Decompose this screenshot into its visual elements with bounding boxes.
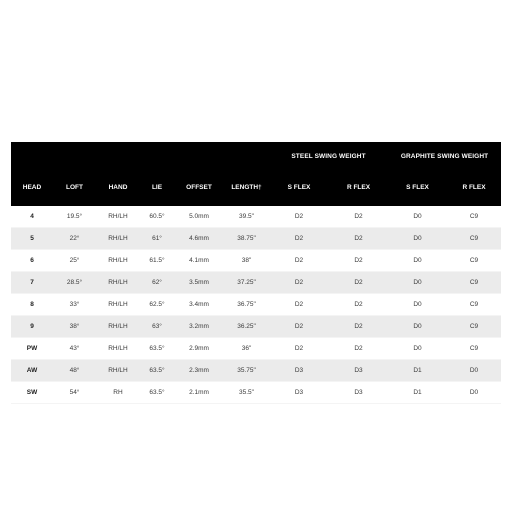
cell-steel-r-flex: D2 bbox=[329, 250, 388, 272]
cell-length: 35.5" bbox=[224, 382, 269, 404]
column-header-length: LENGTH† bbox=[224, 168, 269, 206]
cell-steel-s-flex: D2 bbox=[269, 294, 329, 316]
cell-head: PW bbox=[11, 338, 53, 360]
table-row bbox=[11, 272, 501, 294]
cell-steel-s-flex: D3 bbox=[269, 360, 329, 382]
column-header-steel-s-flex: S FLEX bbox=[269, 168, 329, 206]
column-header-steel-r-flex: R FLEX bbox=[329, 168, 388, 206]
cell-offset: 4.6mm bbox=[174, 228, 224, 250]
graphite-swing-weight-header: GRAPHITE SWING WEIGHT bbox=[388, 142, 501, 168]
cell-loft: 38° bbox=[53, 316, 96, 338]
cell-steel-r-flex: D2 bbox=[329, 338, 388, 360]
cell-length: 36.75" bbox=[224, 294, 269, 316]
cell-steel-r-flex: D2 bbox=[329, 206, 388, 228]
cell-steel-s-flex: D2 bbox=[269, 338, 329, 360]
cell-loft: 19.5° bbox=[53, 206, 96, 228]
cell-length: 36.25" bbox=[224, 316, 269, 338]
cell-lie: 63.5° bbox=[140, 360, 174, 382]
column-header-loft: LOFT bbox=[53, 168, 96, 206]
cell-head: 6 bbox=[11, 250, 53, 272]
cell-graphite-r-flex: C9 bbox=[447, 206, 501, 228]
cell-graphite-r-flex: C9 bbox=[447, 338, 501, 360]
column-header-hand: HAND bbox=[96, 168, 140, 206]
cell-length: 38" bbox=[224, 250, 269, 272]
cell-hand: RH bbox=[96, 382, 140, 404]
cell-hand: RH/LH bbox=[96, 228, 140, 250]
cell-loft: 33° bbox=[53, 294, 96, 316]
cell-lie: 60.5° bbox=[140, 206, 174, 228]
cell-graphite-r-flex: C9 bbox=[447, 316, 501, 338]
table-body bbox=[11, 206, 501, 404]
cell-hand: RH/LH bbox=[96, 250, 140, 272]
cell-lie: 62.5° bbox=[140, 294, 174, 316]
cell-loft: 43° bbox=[53, 338, 96, 360]
cell-length: 39.5" bbox=[224, 206, 269, 228]
cell-length: 37.25" bbox=[224, 272, 269, 294]
cell-steel-s-flex: D2 bbox=[269, 316, 329, 338]
cell-graphite-s-flex: D0 bbox=[388, 316, 447, 338]
cell-graphite-r-flex: C9 bbox=[447, 228, 501, 250]
table-row bbox=[11, 294, 501, 316]
cell-head: 5 bbox=[11, 228, 53, 250]
column-header-row bbox=[11, 168, 501, 206]
cell-graphite-s-flex: D0 bbox=[388, 206, 447, 228]
cell-steel-r-flex: D2 bbox=[329, 228, 388, 250]
cell-length: 38.75" bbox=[224, 228, 269, 250]
table-row bbox=[11, 206, 501, 228]
cell-hand: RH/LH bbox=[96, 294, 140, 316]
table-row bbox=[11, 382, 501, 404]
cell-hand: RH/LH bbox=[96, 338, 140, 360]
cell-head: 4 bbox=[11, 206, 53, 228]
table-row bbox=[11, 228, 501, 250]
cell-head: SW bbox=[11, 382, 53, 404]
cell-hand: RH/LH bbox=[96, 316, 140, 338]
group-header-row bbox=[11, 142, 501, 168]
table-row bbox=[11, 250, 501, 272]
cell-hand: RH/LH bbox=[96, 272, 140, 294]
cell-steel-s-flex: D2 bbox=[269, 228, 329, 250]
cell-steel-s-flex: D2 bbox=[269, 250, 329, 272]
cell-steel-r-flex: D2 bbox=[329, 272, 388, 294]
cell-steel-r-flex: D3 bbox=[329, 360, 388, 382]
cell-graphite-r-flex: D0 bbox=[447, 382, 501, 404]
cell-offset: 4.1mm bbox=[174, 250, 224, 272]
cell-graphite-s-flex: D0 bbox=[388, 250, 447, 272]
cell-offset: 2.9mm bbox=[174, 338, 224, 360]
group-header-spacer bbox=[11, 142, 269, 168]
cell-steel-s-flex: D2 bbox=[269, 272, 329, 294]
cell-length: 35.75" bbox=[224, 360, 269, 382]
cell-loft: 54° bbox=[53, 382, 96, 404]
cell-graphite-r-flex: C9 bbox=[447, 272, 501, 294]
column-header-lie: LIE bbox=[140, 168, 174, 206]
cell-hand: RH/LH bbox=[96, 206, 140, 228]
cell-steel-r-flex: D2 bbox=[329, 316, 388, 338]
cell-graphite-r-flex: C9 bbox=[447, 294, 501, 316]
cell-lie: 61° bbox=[140, 228, 174, 250]
cell-loft: 22° bbox=[53, 228, 96, 250]
steel-swing-weight-header: STEEL SWING WEIGHT bbox=[269, 142, 388, 168]
cell-head: 8 bbox=[11, 294, 53, 316]
cell-length: 36" bbox=[224, 338, 269, 360]
cell-offset: 3.4mm bbox=[174, 294, 224, 316]
cell-loft: 28.5° bbox=[53, 272, 96, 294]
cell-offset: 5.0mm bbox=[174, 206, 224, 228]
cell-graphite-s-flex: D0 bbox=[388, 294, 447, 316]
cell-graphite-s-flex: D0 bbox=[388, 272, 447, 294]
cell-graphite-s-flex: D0 bbox=[388, 338, 447, 360]
cell-head: AW bbox=[11, 360, 53, 382]
cell-graphite-r-flex: C9 bbox=[447, 250, 501, 272]
column-header-graphite-s-flex: S FLEX bbox=[388, 168, 447, 206]
cell-head: 7 bbox=[11, 272, 53, 294]
cell-offset: 2.1mm bbox=[174, 382, 224, 404]
table-row bbox=[11, 360, 501, 382]
cell-loft: 48° bbox=[53, 360, 96, 382]
cell-loft: 25° bbox=[53, 250, 96, 272]
cell-lie: 62° bbox=[140, 272, 174, 294]
cell-graphite-s-flex: D0 bbox=[388, 228, 447, 250]
column-header-head: HEAD bbox=[11, 168, 53, 206]
table-row bbox=[11, 316, 501, 338]
cell-steel-s-flex: D3 bbox=[269, 382, 329, 404]
cell-offset: 3.2mm bbox=[174, 316, 224, 338]
cell-graphite-s-flex: D1 bbox=[388, 382, 447, 404]
cell-steel-r-flex: D2 bbox=[329, 294, 388, 316]
cell-head: 9 bbox=[11, 316, 53, 338]
cell-hand: RH/LH bbox=[96, 360, 140, 382]
cell-offset: 3.5mm bbox=[174, 272, 224, 294]
cell-offset: 2.3mm bbox=[174, 360, 224, 382]
column-header-graphite-r-flex: R FLEX bbox=[447, 168, 501, 206]
cell-graphite-r-flex: D0 bbox=[447, 360, 501, 382]
cell-steel-r-flex: D3 bbox=[329, 382, 388, 404]
cell-lie: 61.5° bbox=[140, 250, 174, 272]
cell-graphite-s-flex: D1 bbox=[388, 360, 447, 382]
cell-lie: 63.5° bbox=[140, 382, 174, 404]
table-row bbox=[11, 338, 501, 360]
cell-lie: 63° bbox=[140, 316, 174, 338]
cell-lie: 63.5° bbox=[140, 338, 174, 360]
iron-specs-table bbox=[11, 142, 501, 404]
column-header-offset: OFFSET bbox=[174, 168, 224, 206]
cell-steel-s-flex: D2 bbox=[269, 206, 329, 228]
